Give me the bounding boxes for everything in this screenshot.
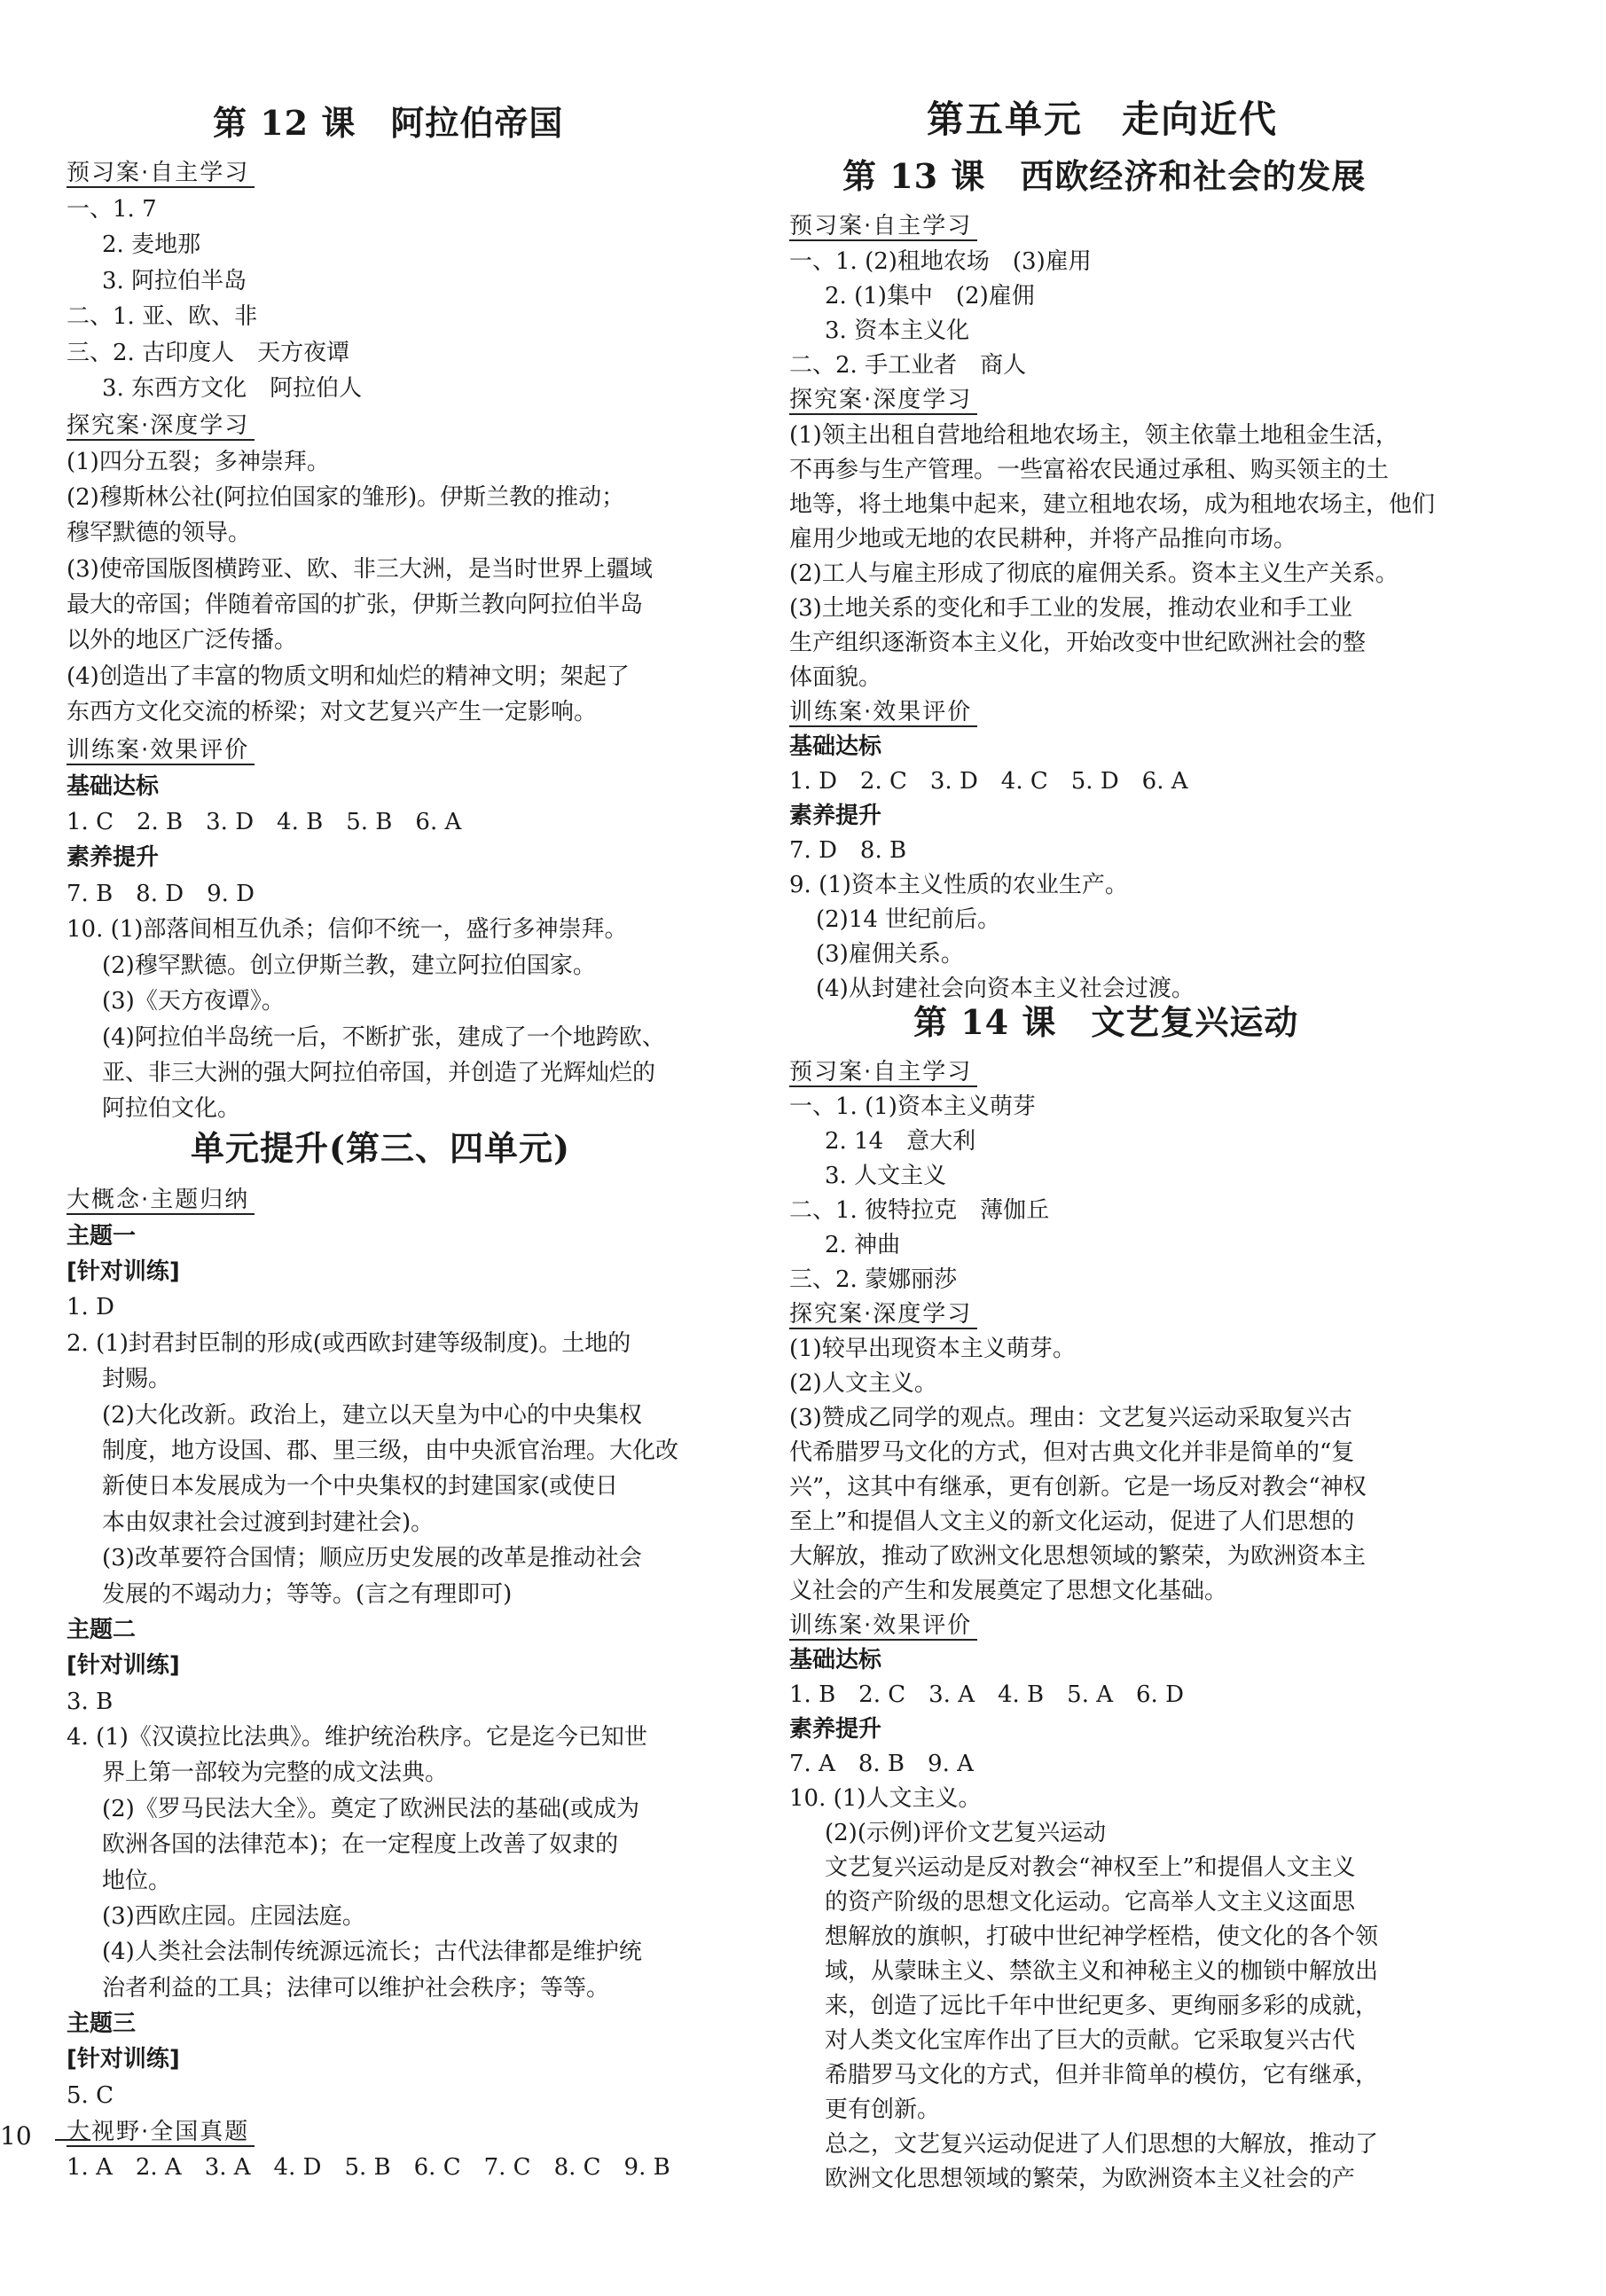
text-line: (2)《罗马民法大全》。奠定了欧洲民法的基础(或成为 [102, 1796, 639, 1822]
subheading: 素养提升 [67, 844, 160, 871]
subheading: 主题一 [67, 1223, 137, 1250]
subheading: 主题二 [67, 1617, 137, 1643]
text-line: (4)阿拉伯半岛统一后，不断扩张，建成了一个地跨欧、 [102, 1024, 665, 1051]
answer-line: 7. D 8. B [789, 837, 907, 864]
text-line: (1)领主出租自营地给租地农场主，领主依靠土地租金生活， [789, 422, 1398, 449]
text-line: 文艺复兴运动是反对教会“神权至上”和提倡人文主义 [825, 1854, 1356, 1881]
text-line: 欧洲文化思想领域的繁荣，为欧洲资本主义社会的产 [825, 2166, 1356, 2192]
text-line: 二、2. 手工业者 商人 [789, 352, 1027, 379]
text-line: 2. (1)封君封臣制的形成(或西欧封建等级制度)。土地的 [67, 1330, 631, 1357]
section-heading: 训练案·效果评价 [789, 1609, 972, 1642]
text-line: 4. (1)《汉谟拉比法典》。维护统治秩序。它是迄今已知世 [67, 1724, 647, 1751]
text-line: 3. 人文主义 [825, 1163, 947, 1189]
text-line: 东西方文化交流的桥梁；对文艺复兴产生一定影响。 [67, 699, 598, 725]
text-line: 雇用少地或无地的农民耕种，并将产品推向市场。 [789, 526, 1297, 552]
page-number: 10 [0, 2121, 32, 2151]
lesson-title: 第 12 课 阿拉伯帝国 [213, 103, 564, 143]
unit-title: 第五单元 走向近代 [927, 98, 1279, 141]
text-line: 治者利益的工具；法律可以维护社会秩序；等等。 [102, 1975, 610, 2002]
text-line: 来，创造了远比千年中世纪更多、更绚丽多彩的成就， [825, 1993, 1379, 2019]
lesson-title: 第 13 课 西欧经济和社会的发展 [842, 156, 1367, 196]
section-heading: 探究案·深度学习 [789, 383, 972, 417]
text-line: 2. 14 意大利 [825, 1128, 976, 1155]
text-line: 2. 神曲 [825, 1232, 901, 1258]
text-line: 域，从蒙昧主义、禁欲主义和神秘主义的枷锁中解放出 [825, 1958, 1379, 1985]
section-heading: 预习案·自主学习 [789, 1055, 972, 1089]
answer-line: 5. C [67, 2082, 114, 2109]
text-line: 三、2. 古印度人 天方夜谭 [67, 340, 350, 366]
text-line: 二、1. 彼特拉克 薄伽丘 [789, 1197, 1050, 1224]
text-line: (2)人文主义。 [789, 1370, 937, 1397]
answer-line: 1. B 2. C 3. A 4. B 5. A 6. D [789, 1681, 1184, 1708]
text-line: 想解放的旗帜，打破中世纪神学桎梏，使文化的各个领 [825, 1924, 1379, 1950]
text-line: (3)改革要符合国情；顺应历史发展的改革是推动社会 [102, 1545, 642, 1571]
text-line: 亚、非三大洲的强大阿拉伯帝国，并创造了光辉灿烂的 [102, 1060, 656, 1086]
text-line: 对人类文化宝库作出了巨大的贡献。它采取复兴古代 [825, 2027, 1356, 2054]
section-heading: 训练案·效果评价 [789, 695, 972, 729]
answer-line: 1. D 2. C 3. D 4. C 5. D 6. A [789, 768, 1188, 795]
text-line: (4)创造出了丰富的物质文明和灿烂的精神文明；架起了 [67, 663, 630, 690]
subheading: 基础达标 [67, 773, 160, 800]
text-line: 3. 资本主义化 [825, 317, 970, 344]
subheading: [针对训练] [67, 1258, 180, 1285]
text-line: 体面貌。 [789, 664, 882, 691]
text-line: 最大的帝国；伴随着帝国的扩张，伊斯兰教向阿拉伯半岛 [67, 592, 644, 618]
text-line: (1)四分五裂；多神崇拜。 [67, 449, 330, 475]
text-line: 本由奴隶社会过渡到封建社会)。 [102, 1509, 435, 1536]
text-line: 更有创新。 [825, 2096, 941, 2123]
text-line: (2)穆罕默德。创立伊斯兰教，建立阿拉伯国家。 [102, 952, 596, 979]
text-line: (2)穆斯林公社(阿拉伯国家的雏形)。伊斯兰教的推动； [67, 484, 625, 511]
text-line: (2)工人与雇主形成了彻底的雇佣关系。资本主义生产关系。 [789, 560, 1398, 587]
text-line: (4)从封建社会向资本主义社会过渡。 [816, 976, 1195, 1002]
text-line: 地位。 [102, 1868, 172, 1894]
text-line: (3)《天方夜谭》。 [102, 988, 285, 1015]
text-line: (3)使帝国版图横跨亚、欧、非三大洲，是当时世界上疆域 [67, 556, 653, 583]
subheading: [针对训练] [67, 2046, 180, 2073]
text-line: 9. (1)资本主义性质的农业生产。 [789, 872, 1128, 898]
answer-line: 1. D [67, 1294, 114, 1320]
page-number-rule [55, 2139, 90, 2141]
text-line: 2. 麦地那 [102, 231, 201, 258]
subheading: 主题三 [67, 2010, 137, 2037]
text-line: (1)较早出现资本主义萌芽。 [789, 1336, 1076, 1362]
text-line: 二、1. 亚、欧、非 [67, 303, 258, 330]
text-line: 欧洲各国的法律范本)；在一定程度上改善了奴隶的 [102, 1831, 619, 1858]
text-line: (2)14 世纪前后。 [816, 906, 1001, 933]
answer-line: 1. C 2. B 3. D 4. B 5. B 6. A [67, 809, 462, 835]
subheading: 素养提升 [789, 803, 882, 829]
section-heading: 预习案·自主学习 [789, 209, 972, 243]
text-line: 2. (1)集中 (2)雇佣 [825, 283, 1035, 310]
answer-line: 3. B [67, 1689, 114, 1715]
text-line: 不再参与生产管理。一些富裕农民通过承租、购买领主的土 [789, 457, 1390, 483]
text-line: 代希腊罗马文化的方式，但对古典文化并非是简单的“复 [789, 1439, 1355, 1466]
text-line: 3. 东西方文化 阿拉伯人 [102, 375, 363, 402]
text-line: 义社会的产生和发展奠定了思想文化基础。 [789, 1578, 1228, 1604]
text-line: 10. (1)部落间相互仇杀；信仰不统一，盛行多神崇拜。 [67, 916, 628, 943]
text-line: 穆罕默德的领导。 [67, 520, 252, 546]
text-line: 希腊罗马文化的方式，但并非简单的模仿，它有继承， [825, 2062, 1379, 2088]
subheading: 素养提升 [789, 1716, 882, 1743]
section-heading: 探究案·深度学习 [789, 1297, 972, 1331]
text-line: 的资产阶级的思想文化运动。它高举人文主义这面思 [825, 1889, 1356, 1916]
section-heading: 探究案·深度学习 [67, 409, 249, 443]
text-line: 三、2. 蒙娜丽莎 [789, 1266, 958, 1293]
text-line: (3)土地关系的变化和手工业的发展，推动农业和手工业 [789, 595, 1352, 622]
text-line: 新使日本发展成为一个中央集权的封建国家(或使日 [102, 1473, 619, 1500]
text-line: 地等，将土地集中起来，建立租地农场，成为租地农场主，他们 [789, 491, 1436, 518]
text-line: 一、1. 7 [67, 196, 157, 223]
text-line: (3)雇佣关系。 [816, 941, 964, 968]
answer-line: 7. A 8. B 9. A [789, 1751, 974, 1777]
text-line: 大解放，推动了欧洲文化思想领域的繁荣，为欧洲资本主 [789, 1543, 1367, 1570]
section-heading: 大概念·主题归纳 [67, 1183, 249, 1217]
text-line: 生产组织逐渐资本主义化，开始改变中世纪欧洲社会的整 [789, 630, 1367, 656]
text-line: (3)西欧庄园。庄园法庭。 [102, 1903, 365, 1930]
text-line: 一、1. (1)资本主义萌芽 [789, 1093, 1036, 1120]
section-heading: 预习案·自主学习 [67, 156, 249, 190]
lesson-title: 单元提升(第三、四单元) [191, 1128, 570, 1168]
section-heading: 大视野·全国真题 [67, 2115, 249, 2149]
text-line: (3)赞成乙同学的观点。理由：文艺复兴运动采取复兴古 [789, 1405, 1352, 1431]
subheading: [针对训练] [67, 1652, 180, 1679]
answer-line: 7. B 8. D 9. D [67, 881, 255, 907]
text-line: 发展的不竭动力；等等。(言之有理即可) [102, 1581, 513, 1608]
text-line: 兴”，这其中有继承，更有创新。它是一场反对教会“神权 [789, 1474, 1367, 1501]
subheading: 基础达标 [789, 733, 882, 760]
text-line: (4)人类社会法制传统源远流长；古代法律都是维护统 [102, 1939, 642, 1965]
text-line: 界上第一部较为完整的成文法典。 [102, 1759, 449, 1786]
text-line: 制度，地方设国、郡、里三级，由中央派官治理。大化改 [102, 1438, 679, 1464]
text-line: 以外的地区广泛传播。 [67, 627, 298, 654]
subheading: 基础达标 [789, 1647, 882, 1673]
text-line: 总之，文艺复兴运动促进了人们思想的大解放，推动了 [825, 2131, 1379, 2158]
text-line: (2)(示例)评价文艺复兴运动 [825, 1820, 1107, 1846]
text-line: 封赐。 [102, 1366, 172, 1392]
text-line: 阿拉伯文化。 [102, 1095, 241, 1122]
text-line: 3. 阿拉伯半岛 [102, 268, 247, 294]
text-line: 一、1. (2)租地农场 (3)雇用 [789, 248, 1092, 275]
answer-line: 1. A 2. A 3. A 4. D 5. B 6. C 7. C 8. C 9. B [67, 2154, 670, 2181]
text-line: 10. (1)人文主义。 [789, 1785, 982, 1812]
text-line: (2)大化改新。政治上，建立以天皇为中心的中央集权 [102, 1402, 642, 1429]
text-line: 至上”和提倡人文主义的新文化运动，促进了人们思想的 [789, 1508, 1355, 1535]
lesson-title: 第 14 课 文艺复兴运动 [913, 1002, 1299, 1042]
section-heading: 训练案·效果评价 [67, 733, 249, 767]
